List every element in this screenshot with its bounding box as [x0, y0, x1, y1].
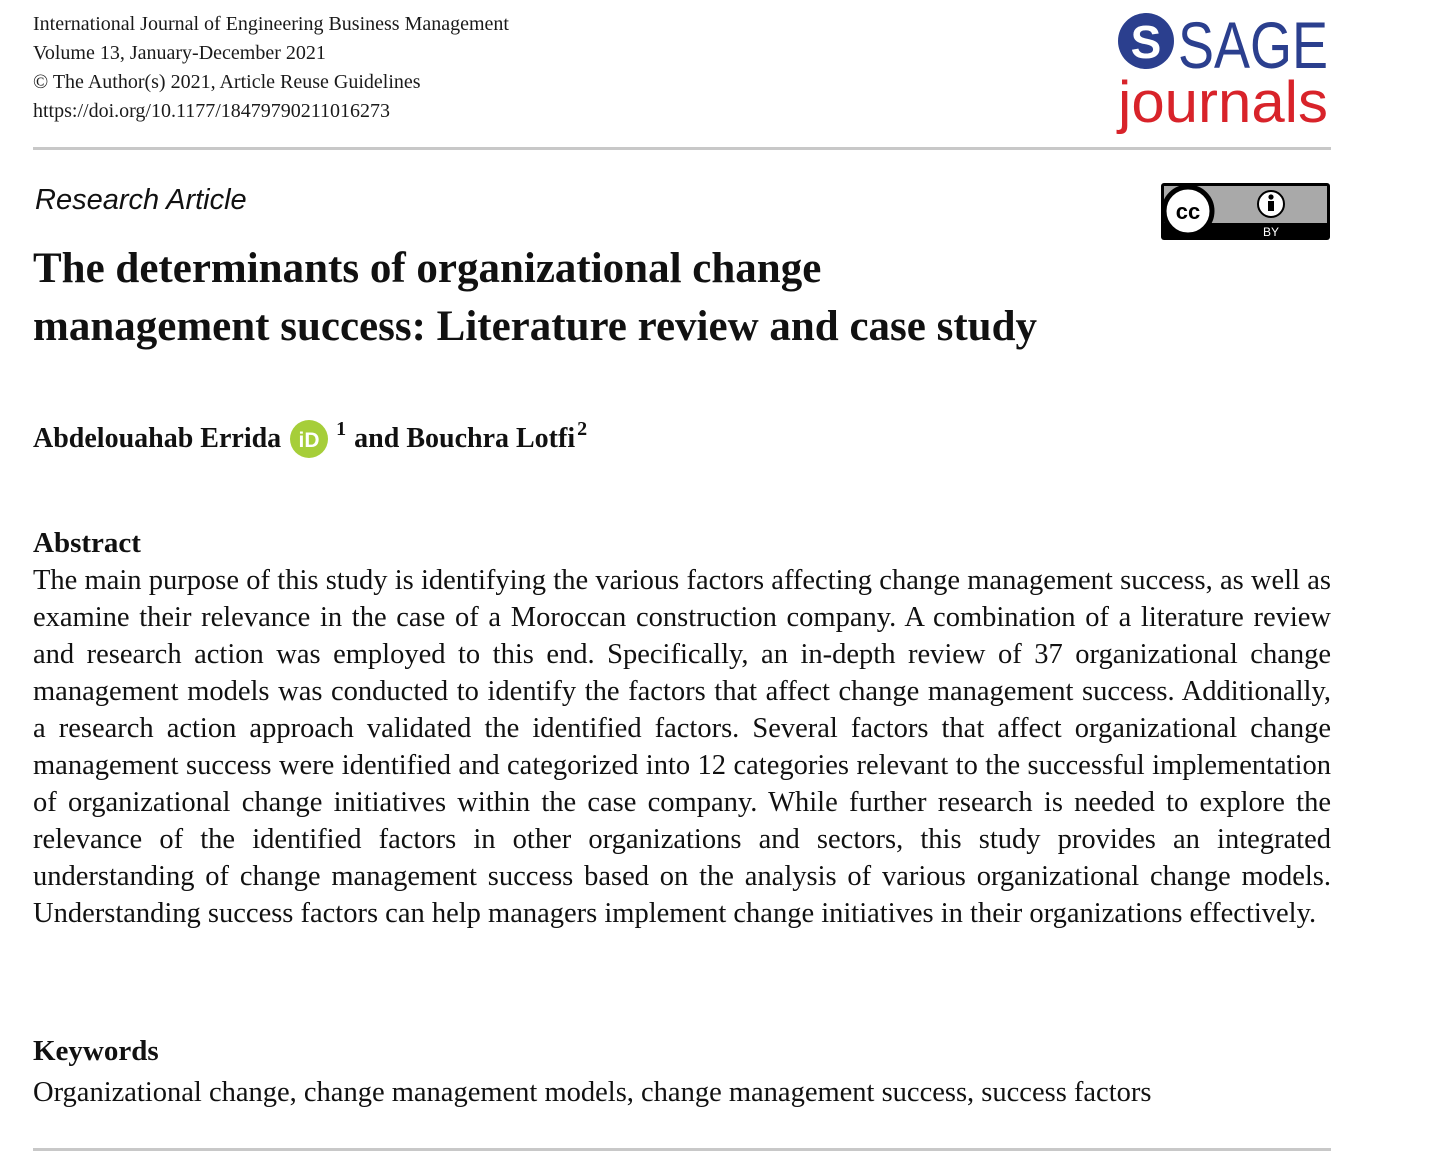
- journal-meta: [33, 10, 509, 126]
- orcid-icon-text: iD: [298, 429, 320, 452]
- author-connector: and: [354, 423, 400, 454]
- author-name[interactable]: Bouchra Lotfi: [406, 423, 576, 454]
- footer-divider: [33, 1148, 1331, 1151]
- article-type-label: Research Article: [35, 184, 247, 216]
- author-affiliation-sup[interactable]: 1: [336, 417, 347, 440]
- keywords-heading: Keywords: [33, 1035, 159, 1067]
- author-list: [33, 417, 588, 458]
- abstract-body: The main purpose of this study is identifying the various factors affecting change management success, as well as examine their relevance in the case of a Moroccan construction company. A combination of a literature review and research action was employed to this end. Specifically, an in-depth review of 37 organizational change management models was conducted to identify the factors that affect change management success. Additionally, a research action approach validated the identified factors. Several factors that affect organizational change management success were identified and categorized into 12 categories relevant to the successful implementation of organizational change initiatives within the case company. While further research is needed to explore the relevance of the identified factors in other organizations and sectors, this study provides an integrated understanding of change management success based on the analysis of various organizational change models. Understanding success factors can help managers implement change initiatives in their organizations effectively.: [33, 565, 1331, 929]
- doi-link[interactable]: https://doi.org/10.1177/18479790211016273: [33, 100, 391, 122]
- journal-volume: Volume 13, January-December 2021: [33, 42, 326, 64]
- cc-by-icon[interactable]: [1160, 182, 1331, 241]
- journals-logo-wordmark: journals: [1115, 70, 1328, 135]
- article-title-line1: The determinants of organizational change: [33, 245, 822, 292]
- article-title: [33, 240, 1183, 356]
- abstract-heading: Abstract: [33, 527, 141, 559]
- sage-logo-wordmark: SAGE: [1178, 8, 1328, 82]
- article-header-page: [33, 0, 1331, 1174]
- by-badge-text: BY: [1262, 225, 1280, 239]
- sage-journals-logo[interactable]: [1116, 6, 1331, 138]
- header-divider: [33, 147, 1331, 150]
- copyright-line[interactable]: © The Author(s) 2021, Article Reuse Guidelines: [33, 71, 421, 93]
- cc-badge-text: cc: [1175, 199, 1201, 224]
- journal-name: International Journal of Engineering Business Management: [33, 13, 509, 35]
- orcid-icon[interactable]: [290, 420, 328, 458]
- svg-text:S: S: [1130, 16, 1162, 68]
- author-name[interactable]: Abdelouahab Errida: [33, 423, 282, 454]
- author-affiliation-sup[interactable]: 2: [577, 417, 588, 440]
- article-title-line2: management success: Literature review and case study: [33, 303, 1037, 350]
- keywords-list: Organizational change, change management models, change management success, success factors: [33, 1077, 1152, 1108]
